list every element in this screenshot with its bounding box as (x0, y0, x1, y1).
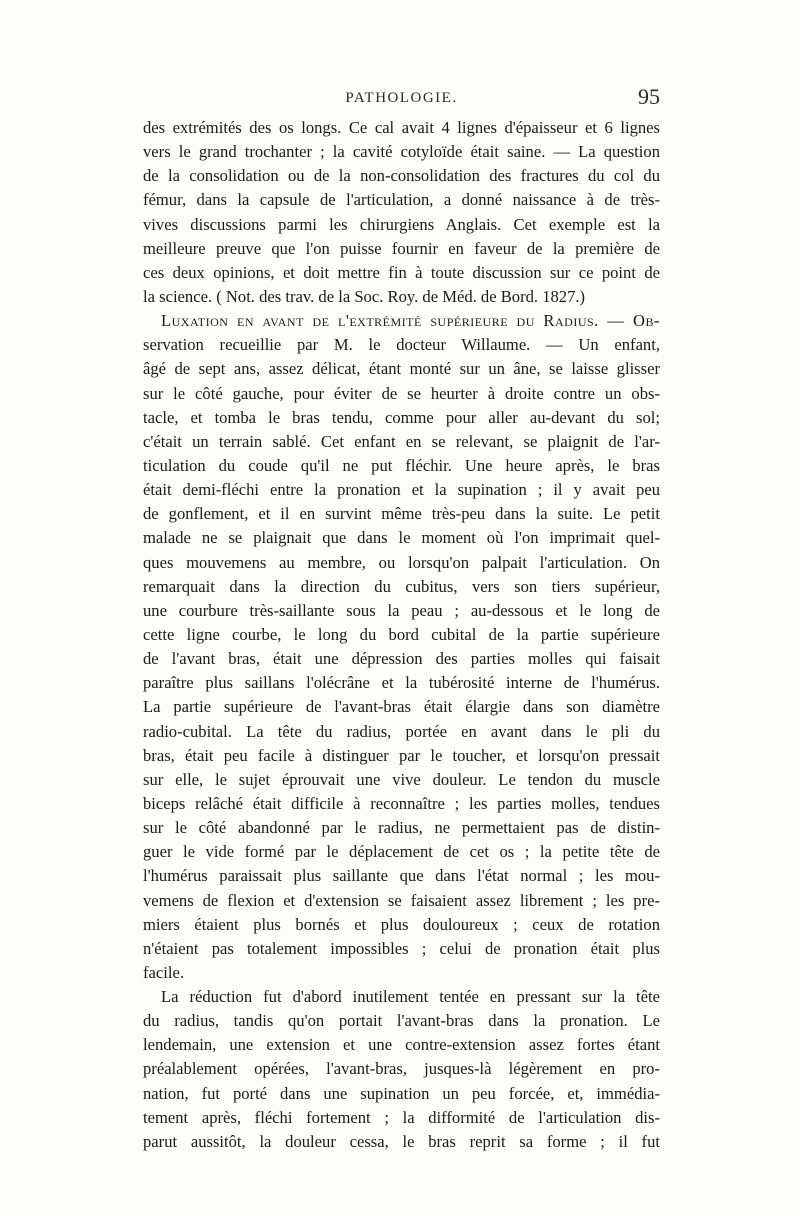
text-line: des extrémités des os longs. Ce cal avait 4 lignes d'épaisseur et 6 lignes (143, 118, 660, 137)
running-head (143, 84, 660, 116)
text-line: La réduction fut d'abord inutilement tentée en pressant sur la tête (161, 987, 660, 1007)
text-line: vers le grand trochanter ; la cavité cotyloïde était saine. — La question (143, 142, 660, 162)
text-line: meilleure preuve que l'on puisse fournir en faveur de la première de (143, 238, 660, 258)
text-line: biceps relâché était difficile à reconnaître ; les parties molles, tendues (143, 793, 660, 813)
page-number: 95 (638, 84, 660, 109)
text-line: était demi-fléchi entre la pronation et la supination ; il y avait peu (143, 480, 660, 500)
text-line: de la consolidation ou de la non-consolidation des fractures du col du (143, 166, 660, 186)
text-line: tement après, fléchi fortement ; la difformité de l'articulation dis- (143, 1107, 660, 1127)
text-line: La partie supérieure de l'avant-bras était élargie dans son diamètre (143, 697, 660, 717)
text-line: sur elle, le sujet éprouvait une vive douleur. Le tendon du muscle (143, 769, 660, 789)
text-line: du radius, tandis qu'on portait l'avant-bras dans la pronation. Le (143, 1011, 660, 1031)
text-line: malade ne se plaignait que dans le moment où l'on imprimait quel- (143, 528, 660, 548)
text-line: de l'avant bras, était une dépression des parties molles qui faisait (143, 649, 660, 669)
text-line: l'humérus paraissait plus saillante que dans l'état normal ; les mou- (143, 866, 660, 886)
text-line: servation recueillie par M. le docteur Willaume. — Un enfant, (143, 335, 660, 355)
text-line: vives discussions parmi les chirurgiens Anglais. Cet exemple est la (143, 214, 660, 234)
text-line: facile. (143, 962, 184, 982)
text-line: de gonflement, et il en survint même très-peu dans la suite. Le petit (143, 504, 660, 524)
section-heading-line: Luxation en avant de l'extrémité supérieure du Radius. — Ob- (161, 311, 660, 331)
text-line: lendemain, une extension et une contre-extension assez fortes étant (143, 1035, 660, 1055)
citation-line: la science. ( Not. des trav. de la Soc. Roy. de Méd. de Bord. 1827.) (143, 286, 586, 306)
text-line: sur le côté gauche, pour éviter de se heurter à droite contre un obs- (143, 383, 660, 403)
text-line: paraître plus saillans l'olécrâne et la tubérosité interne de l'humérus. (143, 673, 660, 693)
text-line: vemens de flexion et d'extension se faisaient assez librement ; les pre- (143, 890, 660, 910)
text-line: une courbure très-saillante sous la peau ; au-dessous et le long de (143, 600, 660, 620)
text-line: ticulation du coude qu'il ne put fléchir. Une heure après, le bras (143, 455, 660, 475)
text-line: ques mouvemens au membre, ou lorsqu'on palpait l'articulation. On (143, 552, 660, 572)
running-head-title: PATHOLOGIE. (345, 90, 458, 106)
text-line: bras, était peu facile à distinguer par le toucher, et lorsqu'on pressait (143, 745, 660, 765)
text-line: tacle, et tomba le bras tendu, comme pour aller au-devant du sol; (143, 407, 660, 427)
text-line: sur le côté abandonné par le radius, ne permettaient pas de distin- (143, 818, 660, 838)
text-line: c'était un terrain sablé. Cet enfant en se relevant, se plaignit de l'ar- (143, 431, 660, 451)
text-line: ces deux opinions, et doit mettre fin à toute discussion sur ce point de (143, 262, 660, 282)
text-line: guer le vide formé par le déplacement de cet os ; la petite tête de (143, 842, 660, 862)
text-line: âgé de sept ans, assez délicat, étant monté sur un âne, se laisse glisser (143, 359, 660, 379)
text-line: fémur, dans la capsule de l'articulation, a donné naissance à de très- (143, 190, 660, 210)
text-line: miers étaient plus bornés et plus douloureux ; ceux de rotation (143, 914, 660, 934)
text-line: nation, fut porté dans une supination un peu forcée, et, immédia- (143, 1083, 660, 1103)
text-line: n'étaient pas totalement impossibles ; celui de pronation était plus (143, 938, 660, 958)
text-line: cette ligne courbe, le long du bord cubital de la partie supérieure (143, 624, 660, 644)
text-line: préalablement opérées, l'avant-bras, jusques-là légèrement en pro- (143, 1059, 660, 1079)
text-line: remarquait dans la direction du cubitus, vers son tiers supérieur, (143, 576, 660, 596)
body-text (143, 116, 660, 1154)
text-line: radio-cubital. La tête du radius, portée en avant dans le pli du (143, 721, 660, 741)
text-line: parut aussitôt, la douleur cessa, le bras reprit sa forme ; il fut (143, 1131, 660, 1151)
